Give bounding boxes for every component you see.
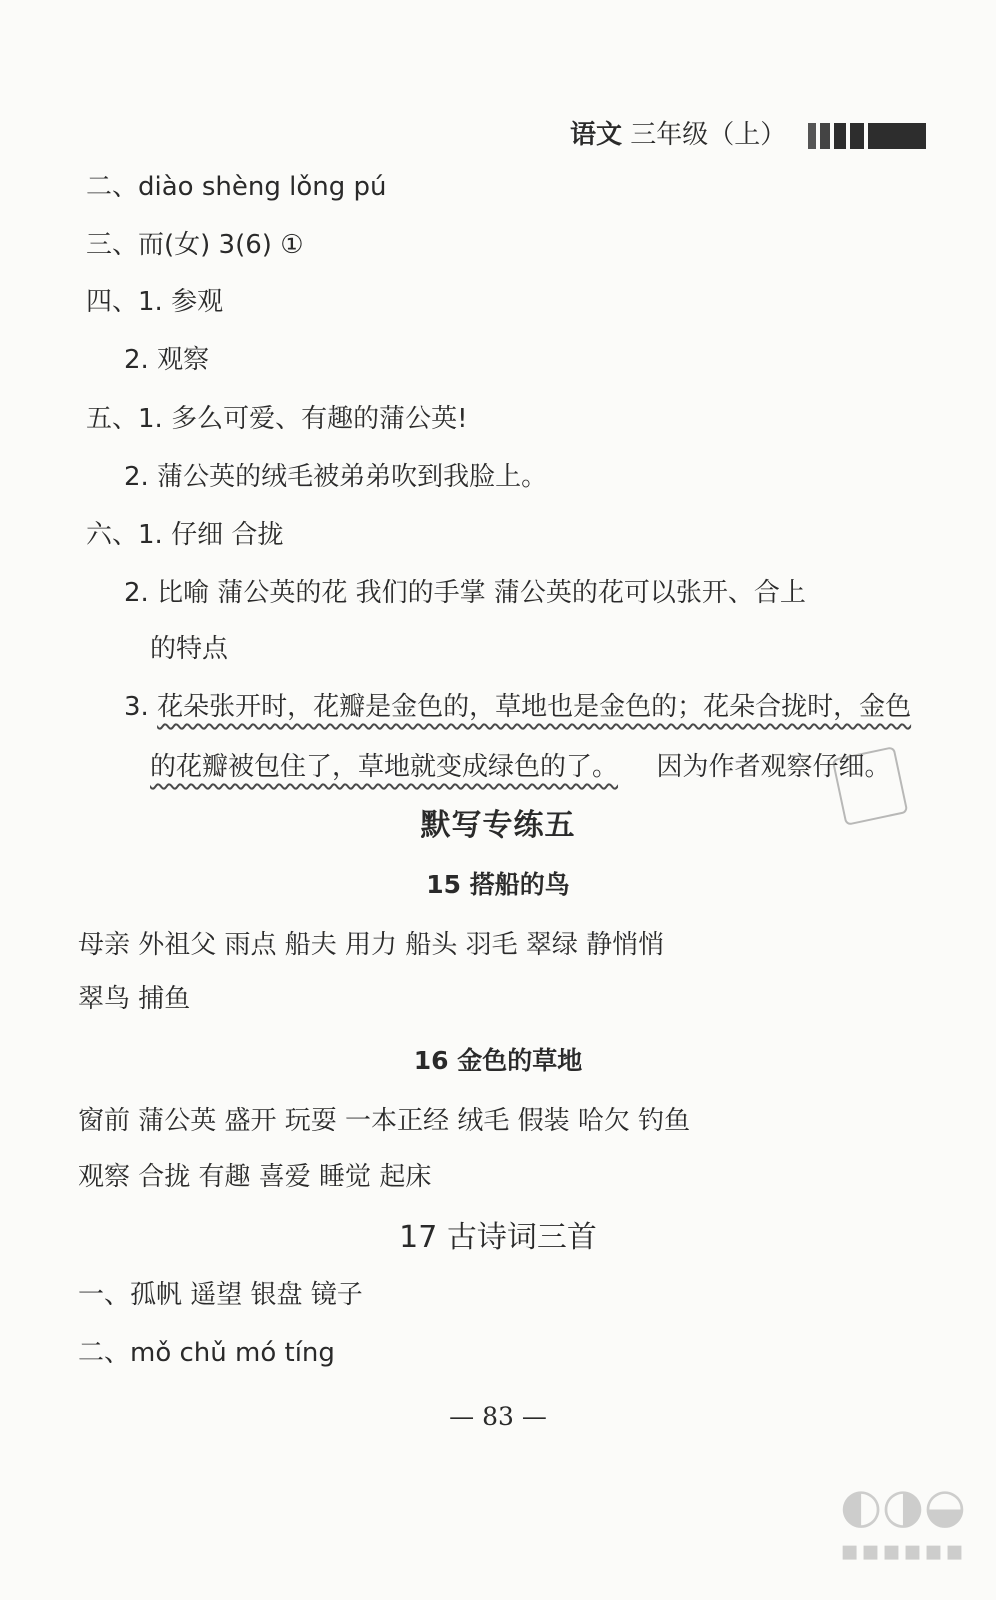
lesson15-words-line2: 翠鸟 捕鱼 — [78, 984, 191, 1014]
section-title: 默写专练五 — [420, 808, 576, 843]
lesson15-title: 15 搭船的鸟 — [426, 870, 570, 899]
answer-q5-1: 五、1. 多么可爱、有趣的蒲公英! — [86, 404, 468, 434]
lesson17-q1: 一、孤帆 遥望 银盘 镜子 — [78, 1280, 363, 1310]
page-header — [570, 118, 786, 152]
watermark-logo: ◐◑◒ ▪▪▪▪▪▪ — [840, 1478, 966, 1567]
answer-q6-3-reason: 因为作者观察仔细。 — [656, 752, 891, 782]
answer-q6-2b: 的特点 — [150, 634, 229, 664]
lesson17-title: 17 古诗词三首 — [399, 1220, 597, 1255]
page-number: — 83 — — [449, 1402, 547, 1431]
answer-q6-3-line2 — [150, 750, 891, 784]
lesson15-words-line1: 母亲 外祖父 雨点 船夫 用力 船头 羽毛 翠绿 静悄悄 — [78, 930, 665, 960]
lesson17-q2: 二、mǒ chǔ mó tíng — [78, 1338, 335, 1368]
header-decoration-bars — [808, 123, 926, 149]
answer-q6-3-underlined-a: 花朵张开时，花瓣是金色的，草地也是金色的；花朵合拢时，金色 — [157, 692, 912, 722]
grade-label: 三年级（上） — [630, 120, 787, 150]
answer-q3: 三、而(女) 3(6) ① — [86, 230, 304, 260]
answer-q6-3-underlined-b: 的花瓣被包住了，草地就变成绿色的了。 — [150, 752, 619, 782]
answer-q6-2a: 2. 比喻 蒲公英的花 我们的手掌 蒲公英的花可以张开、合上 — [124, 578, 806, 608]
lesson16-words-line1: 窗前 蒲公英 盛开 玩耍 一本正经 绒毛 假装 哈欠 钓鱼 — [78, 1106, 691, 1136]
answer-q5-2: 2. 蒲公英的绒毛被弟弟吹到我脸上。 — [124, 462, 548, 492]
answer-q2: 二、diào shèng lǒng pú — [86, 172, 387, 202]
answer-q4-1: 四、1. 参观 — [86, 287, 224, 317]
answer-q6-1: 六、1. 仔细 合拢 — [86, 520, 284, 550]
subject-label: 语文 — [570, 120, 623, 150]
lesson16-words-line2: 观察 合拢 有趣 喜爱 睡觉 起床 — [78, 1162, 432, 1192]
answer-q6-3-line1 — [124, 690, 911, 724]
answer-q4-2: 2. 观察 — [124, 345, 210, 375]
lesson16-title: 16 金色的草地 — [413, 1046, 583, 1075]
answer-q6-3-number: 3. — [124, 692, 149, 722]
